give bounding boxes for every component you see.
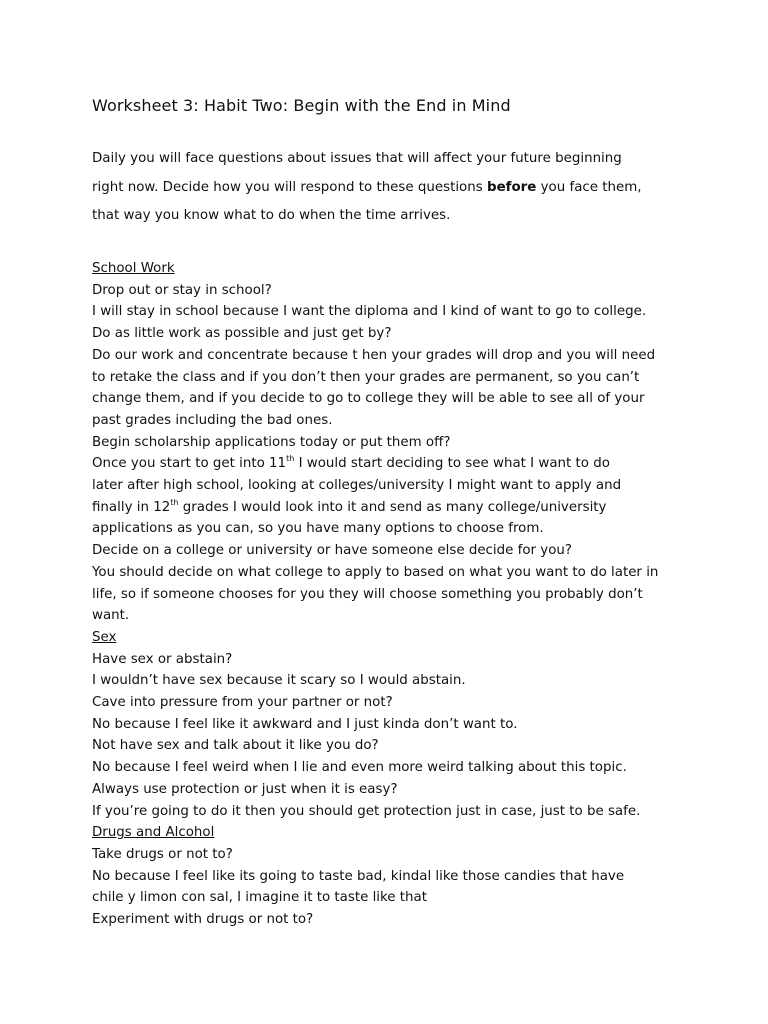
answer-line: change them, and if you decide to go to college they will be able to see all of your: [92, 391, 645, 407]
question-line: Begin scholarship applications today or put them off?: [92, 434, 451, 450]
superscript: th: [286, 454, 295, 464]
intro-text: right now. Decide how you will respond to these questions: [92, 179, 487, 195]
question-line: Take drugs or not to?: [92, 846, 233, 862]
section-heading-drugs-alcohol: Drugs and Alcohol: [92, 825, 215, 841]
question-line: Decide on a college or university or have someone else decide for you?: [92, 543, 573, 559]
question-line: Experiment with drugs or not to?: [92, 912, 314, 928]
answer-line: [92, 497, 692, 519]
answer-line: No because I feel weird when I lie and even more weird talking about this topic.: [92, 760, 627, 776]
answer-line: You should decide on what college to apply to based on what you want to do later in: [92, 564, 659, 580]
question-line: Cave into pressure from your partner or not?: [92, 695, 393, 711]
answer-line: No because I feel like it awkward and I just kinda don’t want to.: [92, 716, 518, 732]
answer-line: chile y limon con sal, I imagine it to taste like that: [92, 890, 427, 906]
answer-line: past grades including the bad ones.: [92, 412, 333, 428]
superscript: th: [170, 497, 179, 507]
answer-text: finally in 12: [92, 499, 171, 515]
answer-text: grades I would look into it and send as many college/university: [178, 499, 607, 515]
answer-line: to retake the class and if you don’t then your grades are permanent, so you can’t: [92, 369, 640, 385]
answer-line: No because I feel like its going to taste bad, kindal like those candies that have: [92, 868, 625, 884]
answer-line: I will stay in school because I want the diploma and I kind of want to go to college.: [92, 304, 647, 320]
question-line: Drop out or stay in school?: [92, 282, 272, 298]
section-heading-school-work: School Work: [92, 261, 175, 276]
intro-line: Daily you will face questions about issues that will affect your future beginning: [92, 151, 622, 166]
answer-line: If you’re going to do it then you should get protection just in case, just to be safe.: [92, 803, 641, 819]
intro-bold-word: before: [486, 179, 537, 195]
answer-line: [92, 453, 692, 475]
intro-paragraph: [92, 145, 692, 231]
intro-line: that way you know what to do when the time arrives.: [92, 208, 451, 223]
answer-line: want.: [92, 608, 130, 624]
answer-line: Do our work and concentrate because t hen your grades will drop and you will need: [92, 347, 656, 363]
answer-line: later after high school, looking at colleges/university I might want to apply and: [92, 478, 622, 494]
answer-line: applications as you can, so you have many options to choose from.: [92, 521, 544, 537]
worksheet-body: [92, 258, 692, 931]
answer-line: life, so if someone chooses for you they will choose something you probably don’t: [92, 586, 643, 602]
question-line: Always use protection or just when it is easy?: [92, 781, 398, 797]
answer-text: Once you start to get into 11: [92, 456, 287, 472]
answer-text: I would start deciding to see what I want to do: [294, 456, 610, 472]
intro-text: you face them,: [536, 179, 642, 195]
question-line: Not have sex and talk about it like you do?: [92, 738, 379, 754]
section-heading-sex: Sex: [92, 629, 117, 645]
question-line: Have sex or abstain?: [92, 651, 233, 667]
answer-line: I wouldn’t have sex because it scary so I would abstain.: [92, 673, 466, 689]
question-line: Do as little work as possible and just get by?: [92, 326, 392, 342]
worksheet-title: Worksheet 3: Habit Two: Begin with the End in Mind: [92, 96, 511, 115]
intro-line: [92, 174, 692, 203]
